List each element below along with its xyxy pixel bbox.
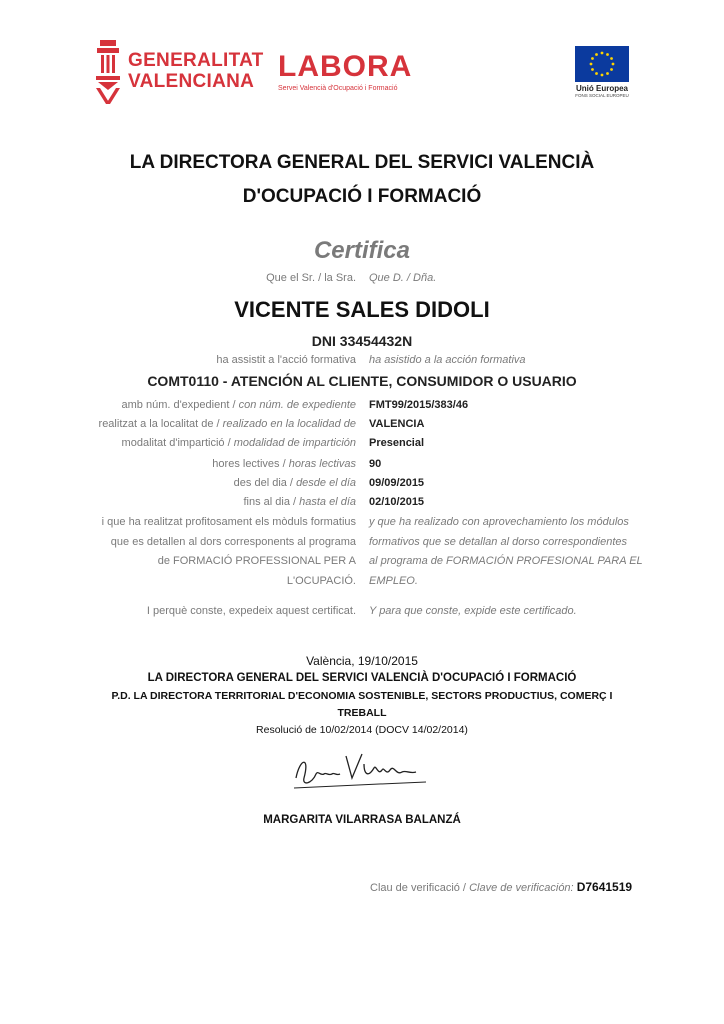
detail-value: Presencial xyxy=(369,437,425,449)
eu-subtitle: FONS SOCIAL EUROPEU xyxy=(575,93,629,98)
page-title-line1: LA DIRECTORA GENERAL DEL SERVICI VALENCIÀ xyxy=(129,152,595,173)
attended-es: ha asistido a la acción formativa xyxy=(369,354,526,366)
person-label-es: Que D. / Dña. xyxy=(369,272,437,284)
detail-label: fins al dia / hasta el día xyxy=(243,496,356,508)
person-name: VICENTE SALES DIDOLI xyxy=(234,297,490,322)
eu-star xyxy=(591,68,594,71)
modules-paragraph xyxy=(0,513,724,593)
page-title-line2: D'OCUPACIÓ I FORMACIÓ xyxy=(242,186,482,207)
detail-value: 09/09/2015 xyxy=(369,477,425,489)
detail-value: FMT99/2015/383/46 xyxy=(369,399,469,411)
labora-logo xyxy=(278,52,418,92)
eu-star xyxy=(595,53,598,56)
detail-label: amb núm. d'expedient / con núm. de expediente xyxy=(121,399,356,411)
place-date: València, 19/10/2015 xyxy=(306,654,418,668)
eu-star xyxy=(595,72,598,75)
detail-row xyxy=(0,458,724,478)
detail-label: realitzat a la localitat de / realizado en la localidad de xyxy=(98,418,356,430)
course-title: COMT0110 - ATENCIÓN AL CLIENTE, CONSUMIDOR O USUARIO xyxy=(147,373,577,389)
resolution: Resolució de 10/02/2014 (DOCV 14/02/2014) xyxy=(256,724,468,736)
labora-subtitle: Servei Valencià d'Ocupació i Formació xyxy=(278,85,398,92)
detail-value: 02/10/2015 xyxy=(369,496,425,508)
eu-star xyxy=(612,63,615,66)
detail-label: hores lectives / horas lectivas xyxy=(212,458,356,470)
detail-row xyxy=(0,418,724,438)
verification-label-es: Clave de verificación: xyxy=(469,882,574,894)
verification-code xyxy=(370,880,632,894)
eu-star xyxy=(601,52,604,55)
signature-image xyxy=(290,748,430,794)
generalitat-valenciana-logo xyxy=(94,40,264,104)
verification-code-value: D7641519 xyxy=(576,880,633,894)
modules-ca: i que ha realitzat profitosament els mòduls formatius que es detallen al dors corresponents al programa de FORMACIÓ PROFESSIONAL PER A L'OCUPACIÓ. xyxy=(101,516,356,587)
generalitat-line1: GENERALITAT xyxy=(128,50,264,71)
attended-row xyxy=(0,354,724,374)
issue-row xyxy=(0,605,724,625)
generalitat-line2: VALENCIANA xyxy=(128,71,255,92)
pd-line2: TREBALL xyxy=(337,707,387,719)
eu-star xyxy=(601,74,604,77)
attended-ca: ha assistit a l'acció formativa xyxy=(216,354,356,366)
modules-es: y que ha realizado con aprovechamiento los módulos formativos que se detallan al dorso correspondientes al programa de FORMACIÓN PROFESIONAL PARA EL EMPLEO. xyxy=(369,516,643,587)
person-label-row xyxy=(0,272,724,292)
generalitat-text xyxy=(128,50,264,92)
pd-line1: P.D. LA DIRECTORA TERRITORIAL D'ECONOMIA SOSTENIBLE, SECTORS PRODUCTIUS, COMERÇ I xyxy=(111,690,613,702)
eu-star xyxy=(610,68,613,71)
eu-logo xyxy=(568,46,636,98)
eu-star xyxy=(591,57,594,60)
detail-row xyxy=(0,399,724,419)
generalitat-emblem-icon xyxy=(94,40,122,104)
director-title: LA DIRECTORA GENERAL DEL SERVICI VALENCIÀ D'OCUPACIÓ I FORMACIÓ xyxy=(147,672,577,684)
eu-star xyxy=(590,63,593,66)
verification-label-ca: Clau de verificació / xyxy=(370,882,466,894)
certifica-heading: Certifica xyxy=(313,237,411,264)
detail-row xyxy=(0,477,724,497)
labora-title: LABORA xyxy=(278,50,413,83)
eu-name: Unió Europea xyxy=(575,84,628,93)
eu-stars-icon xyxy=(575,46,629,82)
detail-value: VALENCIA xyxy=(369,418,425,430)
eu-star xyxy=(610,57,613,60)
eu-star xyxy=(606,72,609,75)
eu-flag-icon xyxy=(575,46,629,82)
detail-label: modalitat d'impartició / modalidad de impartición xyxy=(121,437,356,449)
issue-ca: I perquè conste, expedeix aquest certificat. xyxy=(146,605,356,617)
eu-star xyxy=(606,53,609,56)
issue-es: Y para que conste, expide este certificado. xyxy=(369,605,577,617)
detail-value: 90 xyxy=(369,458,382,470)
person-dni: DNI 33454432N xyxy=(311,333,413,349)
detail-label: des del dia / desde el día xyxy=(233,477,356,489)
person-label-ca: Que el Sr. / la Sra. xyxy=(266,272,356,284)
detail-row xyxy=(0,437,724,457)
signatory-name: MARGARITA VILARRASA BALANZÁ xyxy=(263,814,461,826)
